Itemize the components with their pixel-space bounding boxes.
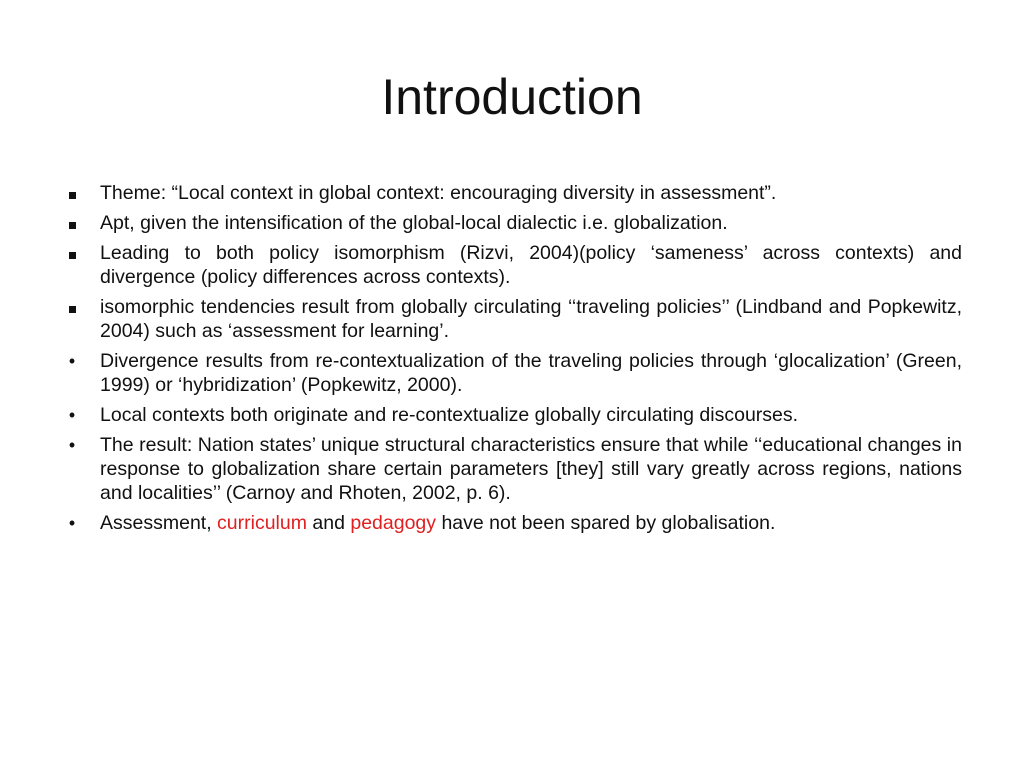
square-bullet-icon bbox=[62, 211, 82, 235]
dot-bullet-icon bbox=[62, 511, 82, 535]
bullet-list bbox=[62, 181, 962, 541]
square-bullet-icon bbox=[62, 295, 82, 319]
bullet-text: isomorphic tendencies result from globally circulating ‘‘traveling policies’’ (Lindband and Popkewitz, 2004) such as ‘assessment for learning’. bbox=[100, 296, 962, 342]
bullet-text bbox=[100, 512, 775, 534]
dot-bullet-icon bbox=[62, 433, 82, 457]
bullet-item bbox=[62, 403, 962, 427]
bullet-item bbox=[62, 295, 962, 343]
bullet-item bbox=[62, 433, 962, 505]
square-bullet-icon bbox=[62, 181, 82, 205]
bullet-item bbox=[62, 349, 962, 397]
bullet-text: Divergence results from re-contextualization of the traveling policies through ‘glocalization’ (Green, 1999) or ‘hybridization’ (Popkewitz, 2000). bbox=[100, 350, 962, 396]
highlight-curriculum: curriculum bbox=[217, 512, 307, 534]
bullet-item bbox=[62, 511, 962, 535]
bullet-item bbox=[62, 181, 962, 205]
dot-bullet-icon bbox=[62, 403, 82, 427]
bullet-item bbox=[62, 211, 962, 235]
bullet-text-segment: Assessment, bbox=[100, 512, 218, 534]
bullet-text: The result: Nation states’ unique structural characteristics ensure that while ‘‘educational changes in response to globalization share certain parameters [they] still vary greatly across regions, nations and localities’’ (Carnoy and Rhoten, 2002, p. 6). bbox=[100, 434, 962, 504]
bullet-text: Leading to both policy isomorphism (Rizvi, 2004)(policy ‘sameness’ across contexts) and divergence (policy differences across contexts). bbox=[100, 242, 962, 288]
dot-bullet-icon bbox=[62, 349, 82, 373]
bullet-text: Local contexts both originate and re-contextualize globally circulating discourses. bbox=[100, 404, 799, 426]
bullet-text-segment: have not been spared by globalisation. bbox=[436, 512, 776, 534]
highlight-pedagogy: pedagogy bbox=[350, 512, 437, 534]
square-bullet-icon bbox=[62, 241, 82, 265]
bullet-text: Apt, given the intensification of the global-local dialectic i.e. globalization. bbox=[100, 212, 728, 234]
bullet-text: Theme: “Local context in global context: encouraging diversity in assessment”. bbox=[100, 182, 777, 204]
bullet-text-segment: and bbox=[306, 512, 351, 534]
bullet-item bbox=[62, 241, 962, 289]
slide-title: Introduction bbox=[381, 69, 643, 125]
